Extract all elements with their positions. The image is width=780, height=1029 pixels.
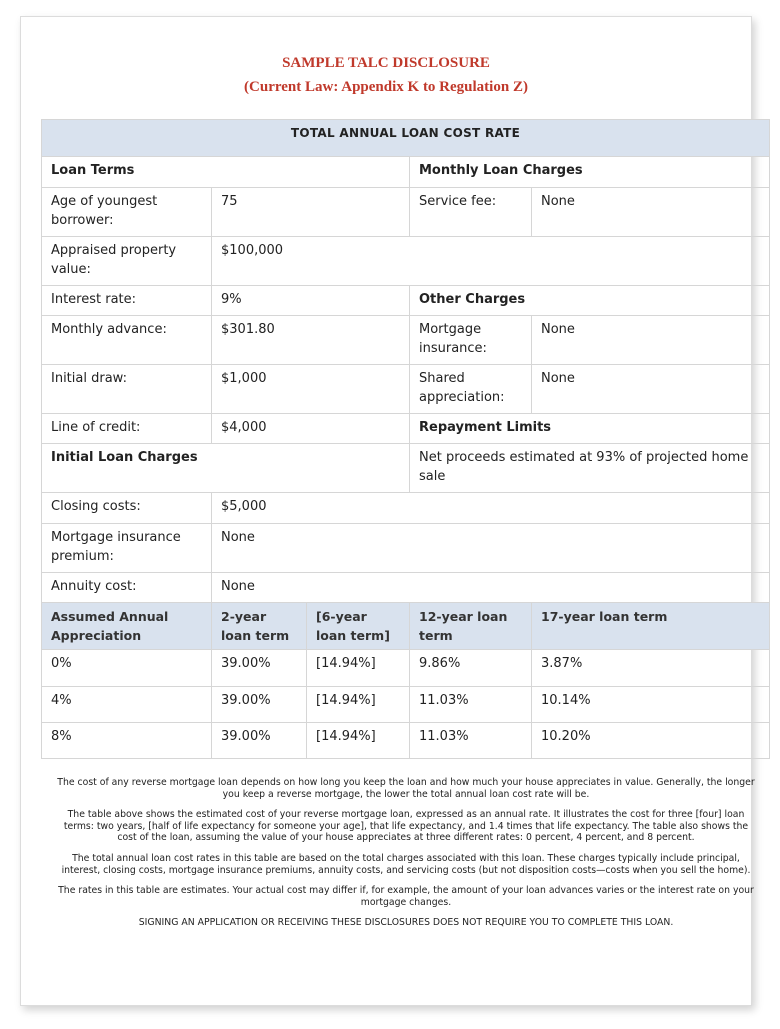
rates-cell: 3.87% — [532, 650, 770, 687]
loan-term-label: Line of credit: — [42, 414, 212, 444]
mortgage-insurance-value: None — [532, 316, 770, 365]
rates-col-header: [6-year loan term] — [307, 603, 410, 650]
rates-cell: 39.00% — [212, 687, 307, 723]
initial-charge-label: Annuity cost: — [42, 573, 212, 603]
title-line-2: (Current Law: Appendix K to Regulation Z) — [244, 79, 528, 95]
loan-term-value: $4,000 — [212, 414, 410, 444]
talc-disclosure-table — [41, 119, 770, 759]
initial-charge-label: Closing costs: — [42, 493, 212, 524]
loan-term-label: Initial draw: — [42, 365, 212, 414]
repayment-limits-heading: Repayment Limits — [410, 414, 770, 444]
loan-term-value: $100,000 — [212, 237, 770, 286]
rates-cell: 39.00% — [212, 650, 307, 687]
service-fee-label: Service fee: — [410, 188, 532, 237]
title-line-1: SAMPLE TALC DISCLOSURE — [282, 55, 490, 71]
loan-term-value: $301.80 — [212, 316, 410, 365]
loan-terms-heading: Loan Terms — [42, 157, 410, 188]
loan-term-value: 9% — [212, 286, 410, 316]
document-title — [21, 51, 751, 99]
disclosure-notes — [53, 777, 759, 938]
initial-charge-value: None — [212, 524, 770, 573]
table-row — [42, 723, 770, 759]
loan-term-label: Age of youngest borrower: — [42, 188, 212, 237]
note-paragraph: The table above shows the estimated cost of your reverse mortgage loan, expressed as an annual rate. It illustrates the cost for three [four] loan terms: two years, [half of life expectancy for someone your age], that life expectancy, and 1.4 times that life expectancy. The table also shows the cost of the loan, assuming the value of your house appreciates at three different rates: 0 percent, 4 percent, and 8 percent. — [63, 809, 749, 844]
other-charges-heading: Other Charges — [410, 286, 770, 316]
section-band-title: TOTAL ANNUAL LOAN COST RATE — [42, 120, 770, 157]
rates-col-header: 2-year loan term — [212, 603, 307, 650]
loan-term-label: Monthly advance: — [42, 316, 212, 365]
shared-appreciation-value: None — [532, 365, 770, 414]
note-paragraph: The rates in this table are estimates. Your actual cost may differ if, for example, the amount of your loan advances varies or the interest rate on your mortgage changes. — [58, 885, 754, 908]
rates-cell: 8% — [42, 723, 212, 759]
mortgage-insurance-label: Mortgage insurance: — [410, 316, 532, 365]
rates-col-header: 12-year loan term — [410, 603, 532, 650]
note-paragraph: The cost of any reverse mortgage loan depends on how long you keep the loan and how much your house appreciates in value. Generally, the longer you keep a reverse mortgage, the lower the total annual loan cost rate will be. — [57, 777, 755, 800]
table-row — [42, 687, 770, 723]
rates-cell: 4% — [42, 687, 212, 723]
note-paragraph: The total annual loan cost rates in this table are based on the total charges associated with this loan. These charges typically include principal, interest, closing costs, mortgage insurance premiums, annuity costs, and servicing costs (but not disposition costs—costs when you sell the home). — [61, 852, 751, 876]
initial-charge-value: $5,000 — [212, 493, 770, 524]
loan-term-value: 75 — [212, 188, 410, 237]
rates-cell: 11.03% — [410, 687, 532, 723]
rates-cell: [14.94%] — [307, 723, 410, 759]
rates-header-row — [42, 603, 770, 650]
rates-cell: 39.00% — [212, 723, 307, 759]
table-row — [42, 650, 770, 687]
initial-charge-value: None — [212, 573, 770, 603]
service-fee-value: None — [532, 188, 770, 237]
shared-appreciation-label: Shared appreciation: — [410, 365, 532, 414]
rates-cell: [14.94%] — [307, 687, 410, 723]
loan-term-label: Interest rate: — [42, 286, 212, 316]
rates-col-header: 17-year loan term — [532, 603, 770, 650]
rates-cell: 9.86% — [410, 650, 532, 687]
initial-loan-charges-heading: Initial Loan Charges — [42, 444, 410, 493]
rates-col-header: Assumed Annual Appreciation — [42, 603, 212, 650]
signing-notice: SIGNING AN APPLICATION OR RECEIVING THESE DISCLOSURES DOES NOT REQUIRE YOU TO COMPLETE THIS LOAN. — [138, 917, 674, 929]
initial-charge-label: Mortgage insurance premium: — [42, 524, 212, 573]
repayment-limits-text: Net proceeds estimated at 93% of projected home sale — [410, 444, 770, 493]
rates-cell: 11.03% — [410, 723, 532, 759]
monthly-loan-charges-heading: Monthly Loan Charges — [410, 157, 770, 188]
rates-cell: [14.94%] — [307, 650, 410, 687]
loan-term-value: $1,000 — [212, 365, 410, 414]
document-page — [20, 16, 755, 1006]
rates-cell: 10.20% — [532, 723, 770, 759]
rates-cell: 10.14% — [532, 687, 770, 723]
rates-cell: 0% — [42, 650, 212, 687]
loan-term-label: Appraised property value: — [42, 237, 212, 286]
